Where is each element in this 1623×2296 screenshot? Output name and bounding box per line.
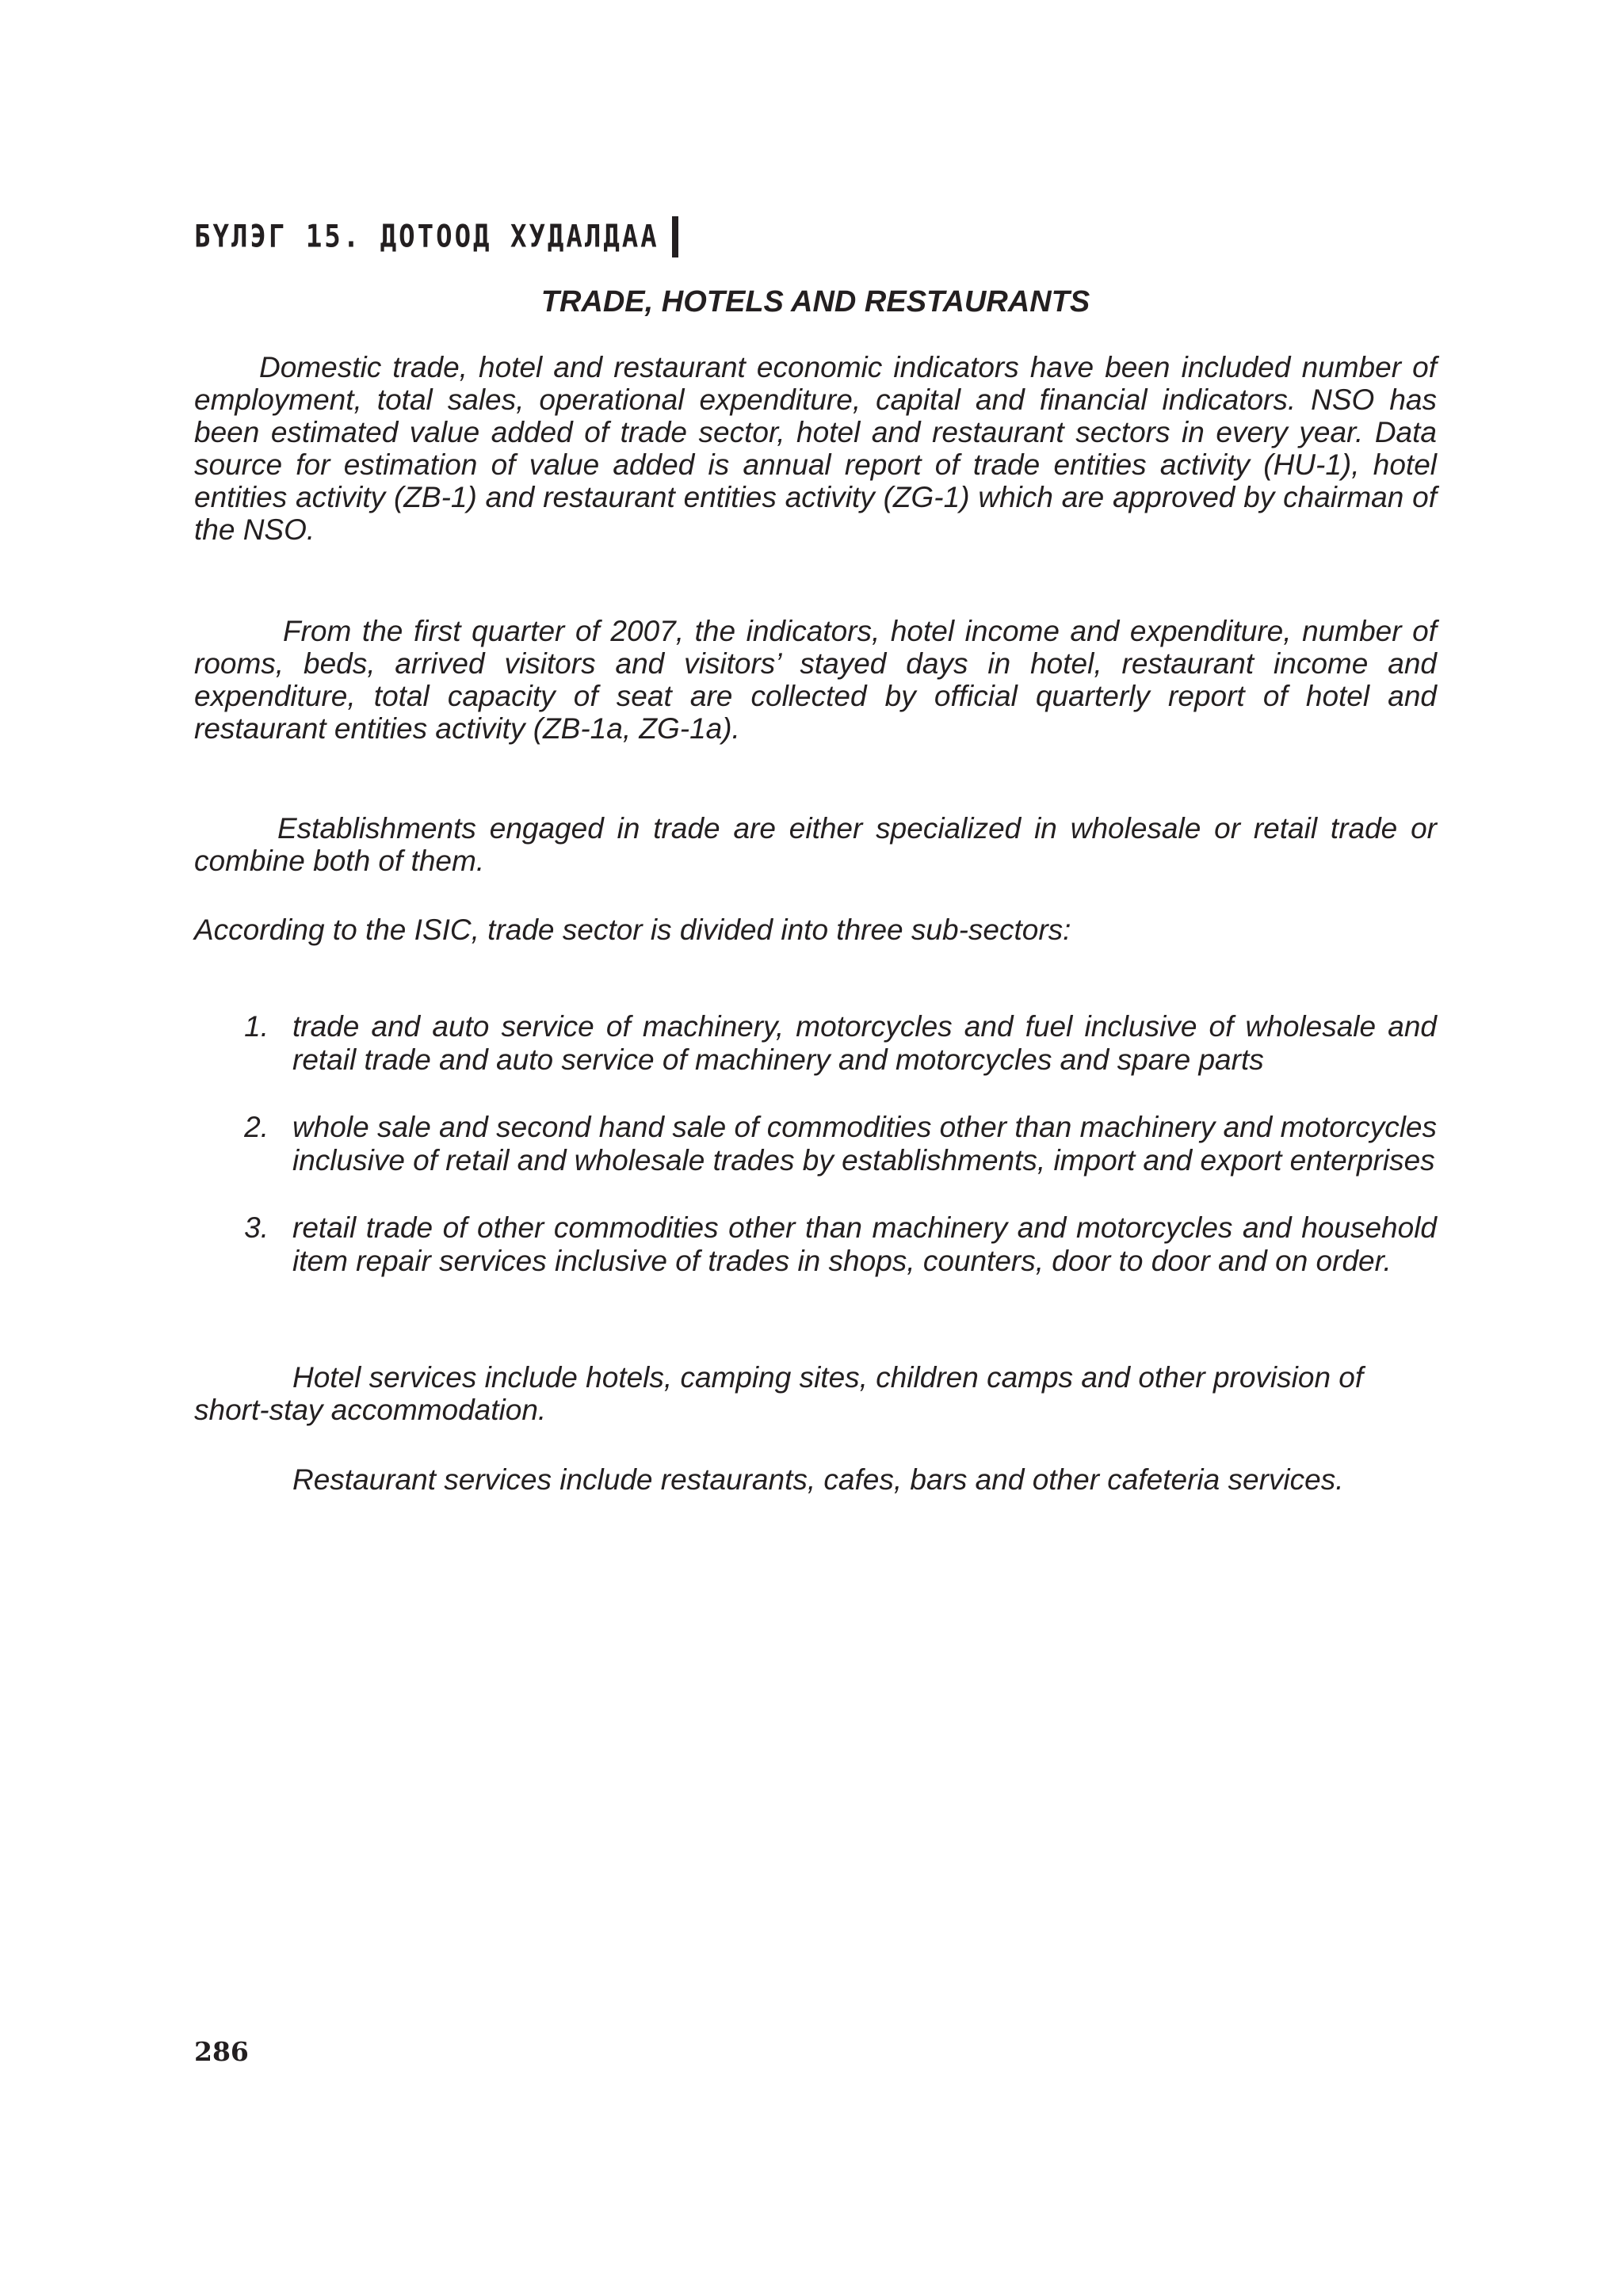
paragraph-restaurant-services: Restaurant services include restaurants, cafes, bars and other cafeteria services. <box>292 1463 1344 1496</box>
list-item-number: 3. <box>244 1211 269 1244</box>
list-item <box>194 1111 1437 1177</box>
list-item-text: trade and auto service of machinery, motorcycles and fuel inclusive of wholesale and retail trade and auto service of machinery and motorcycles and spare parts <box>292 1010 1437 1076</box>
paragraph-isic-intro: According to the ISIC, trade sector is divided into three sub-sectors: <box>194 913 1071 946</box>
paragraph-hotel-services: Hotel services include hotels, camping sites, children camps and other provision of short-stay accommodation. <box>194 1361 1364 1426</box>
list-item-text: whole sale and second hand sale of commodities other than machinery and motorcycles inclusive of retail and wholesale trades by establishments, import and export enterprises <box>292 1111 1437 1177</box>
list-item-text: retail trade of other commodities other than machinery and motorcycles and household item repair services inclusive of trades in shops, counters, door to door and on order. <box>292 1211 1437 1277</box>
paragraph-quarterly-reports: From the first quarter of 2007, the indicators, hotel income and expenditure, number of rooms, beds, arrived visitors and visitors’ stayed days in hotel, restaurant income and expenditure, total capacity of seat are collected by official quarterly report of hotel and restaurant entities activity (ZB-1a, ZG-1a). <box>194 615 1437 745</box>
section-title: TRADE, HOTELS AND RESTAURANTS <box>540 285 1090 318</box>
list-item <box>194 1211 1437 1278</box>
chapter-header <box>194 212 678 261</box>
paragraph-establishments: Establishments engaged in trade are either specialized in wholesale or retail trade or combine both of them. <box>194 812 1437 877</box>
list-item <box>194 1010 1437 1077</box>
subsector-list <box>194 1010 1437 1312</box>
paragraph-domestic-trade-indicators: Domestic trade, hotel and restaurant economic indicators have been included number of employment, total sales, operational expenditure, capital and financial indicators. NSO has been estimated value added of trade sector, hotel and restaurant sectors in every year. Data source for estimation of value added is annual report of trade entities activity (HU-1), hotel entities activity (ZB-1) and restaurant entities activity (ZG-1) which are approved by chairman of the NSO. <box>194 351 1437 546</box>
page-number: 286 <box>194 2036 249 2067</box>
list-item-number: 2. <box>244 1111 269 1143</box>
chapter-title: БҮЛЭГ 15. ДОТООД ХУДАЛДАА <box>194 219 659 255</box>
chapter-divider-bar <box>672 216 678 257</box>
list-item-number: 1. <box>244 1010 269 1043</box>
